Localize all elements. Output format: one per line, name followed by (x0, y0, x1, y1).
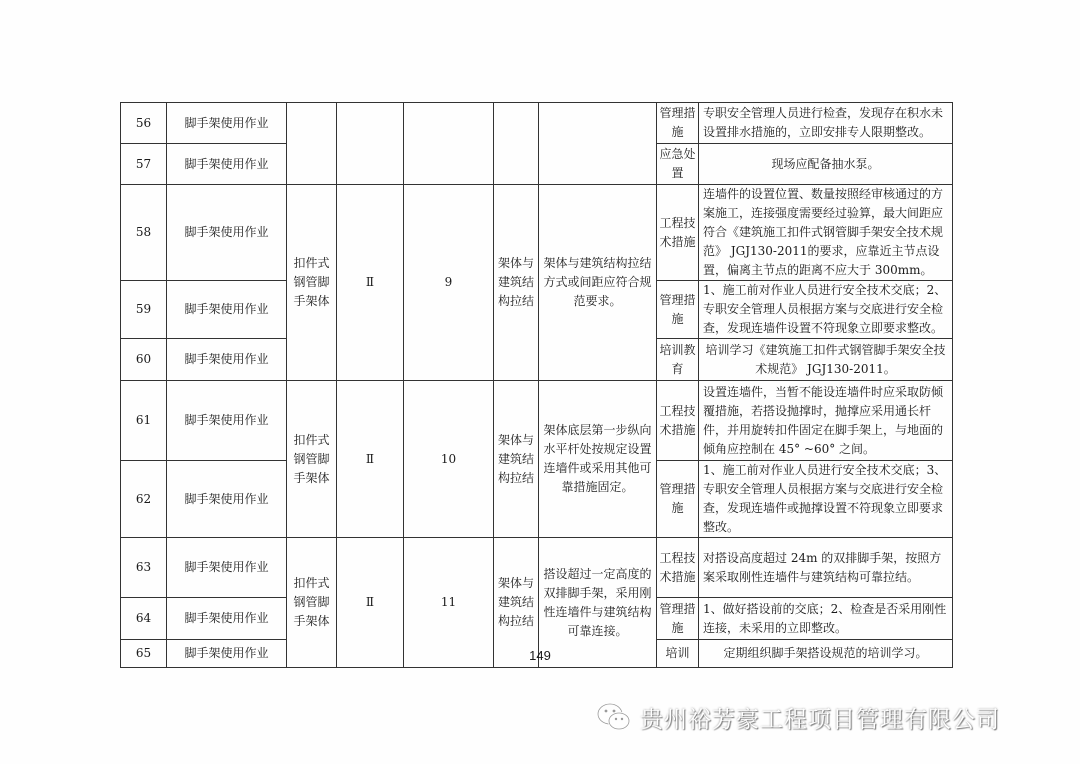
activity-cell: 脚手架使用作业 (167, 538, 287, 598)
activity-cell: 脚手架使用作业 (167, 339, 287, 381)
measure-type: 培训教育 (657, 339, 699, 381)
level-cell: Ⅱ (337, 538, 404, 668)
table-row (121, 538, 953, 598)
measure-content: 设置连墙件，当暂不能设连墙件时应采取防倾覆措施，若搭设抛撑时，抛撑应采用通长杆件，并用旋转扣件固定在脚手架上，与地面的倾角应控制在 45° ~60° 之间。 (699, 381, 953, 461)
empty-cell (337, 103, 404, 185)
row-number: 65 (121, 640, 167, 668)
measure-content: 连墙件的设置位置、数量按照经审核通过的方案施工，连接强度需要经过验算，最大间距应符合《建筑施工扣件式钢管脚手架安全技术规范》 JGJ130-2011的要求，应靠近主节点设置，偏离主节点的距离不应大于 300mm。 (699, 185, 953, 281)
activity-cell: 脚手架使用作业 (167, 381, 287, 461)
activity-cell: 脚手架使用作业 (167, 185, 287, 281)
row-number: 62 (121, 461, 167, 538)
activity-cell: 脚手架使用作业 (167, 598, 287, 640)
row-number: 57 (121, 144, 167, 185)
measure-content: 现场应配备抽水泵。 (699, 144, 953, 185)
category-cell: 扣件式钢管脚手架体 (287, 538, 337, 668)
empty-cell (494, 103, 539, 185)
empty-cell (539, 103, 657, 185)
activity-cell: 脚手架使用作业 (167, 144, 287, 185)
measure-content: 定期组织脚手架搭设规范的培训学习。 (699, 640, 953, 668)
activity-cell: 脚手架使用作业 (167, 281, 287, 339)
measure-type: 工程技术措施 (657, 185, 699, 281)
measure-type: 管理措施 (657, 281, 699, 339)
row-number: 63 (121, 538, 167, 598)
row-number: 59 (121, 281, 167, 339)
activity-cell: 脚手架使用作业 (167, 103, 287, 144)
measure-content: 1、施工前对作业人员进行安全技术交底；3、专职安全管理人员根据方案与交底进行安全检查，发现连墙件或抛撑设置不符现象立即要求整改。 (699, 461, 953, 538)
table-row (121, 103, 953, 144)
measure-content: 1、施工前对作业人员进行安全技术交底；2、专职安全管理人员根据方案与交底进行安全检查，发现连墙件设置不符现象立即要求整改。 (699, 281, 953, 339)
hazard-cell: 架体与建筑结构拉结 (494, 538, 539, 668)
description-cell: 架体与建筑结构拉结方式或间距应符合规范要求。 (539, 185, 657, 381)
sequence-cell: 10 (404, 381, 494, 538)
hazard-table (120, 102, 953, 668)
row-number: 61 (121, 381, 167, 461)
level-cell: Ⅱ (337, 185, 404, 381)
category-cell: 扣件式钢管脚手架体 (287, 381, 337, 538)
description-cell: 架体底层第一步纵向水平杆处按规定设置连墙件或采用其他可靠措施固定。 (539, 381, 657, 538)
measure-type: 应急处置 (657, 144, 699, 185)
table-row (121, 381, 953, 461)
row-number: 64 (121, 598, 167, 640)
description-cell: 搭设超过一定高度的双排脚手架，采用刚性连墙件与建筑结构可靠连接。 (539, 538, 657, 668)
level-cell: Ⅱ (337, 381, 404, 538)
measure-content: 1、做好搭设前的交底；2、检查是否采用刚性连接，未采用的立即整改。 (699, 598, 953, 640)
measure-type: 工程技术措施 (657, 381, 699, 461)
sequence-cell: 11 (404, 538, 494, 668)
empty-cell (404, 103, 494, 185)
row-number: 58 (121, 185, 167, 281)
measure-content: 专职安全管理人员进行检查，发现存在积水未设置排水措施的，立即安排专人限期整改。 (699, 103, 953, 144)
hazard-cell: 架体与建筑结构拉结 (494, 381, 539, 538)
watermark (596, 700, 1000, 734)
measure-type: 管理措施 (657, 103, 699, 144)
sequence-cell: 9 (404, 185, 494, 381)
table-row (121, 185, 953, 281)
activity-cell: 脚手架使用作业 (167, 461, 287, 538)
category-cell: 扣件式钢管脚手架体 (287, 185, 337, 381)
hazard-cell: 架体与建筑结构拉结 (494, 185, 539, 381)
measure-content: 对搭设高度超过 24m 的双排脚手架，按照方案采取刚性连墙件与建筑结构可靠拉结。 (699, 538, 953, 598)
row-number: 56 (121, 103, 167, 144)
empty-cell (287, 103, 337, 185)
activity-cell: 脚手架使用作业 (167, 640, 287, 668)
measure-type: 培训 (657, 640, 699, 668)
row-number: 60 (121, 339, 167, 381)
watermark-text: 贵州裕芳豪工程项目管理有限公司 (640, 706, 1000, 733)
measure-type: 管理措施 (657, 598, 699, 640)
wechat-icon (596, 702, 632, 732)
measure-content: 培训学习《建筑施工扣件式钢管脚手架安全技术规范》 JGJ130-2011。 (699, 339, 953, 381)
measure-type: 管理措施 (657, 461, 699, 538)
measure-type: 工程技术措施 (657, 538, 699, 598)
page-number: 149 (529, 648, 551, 663)
